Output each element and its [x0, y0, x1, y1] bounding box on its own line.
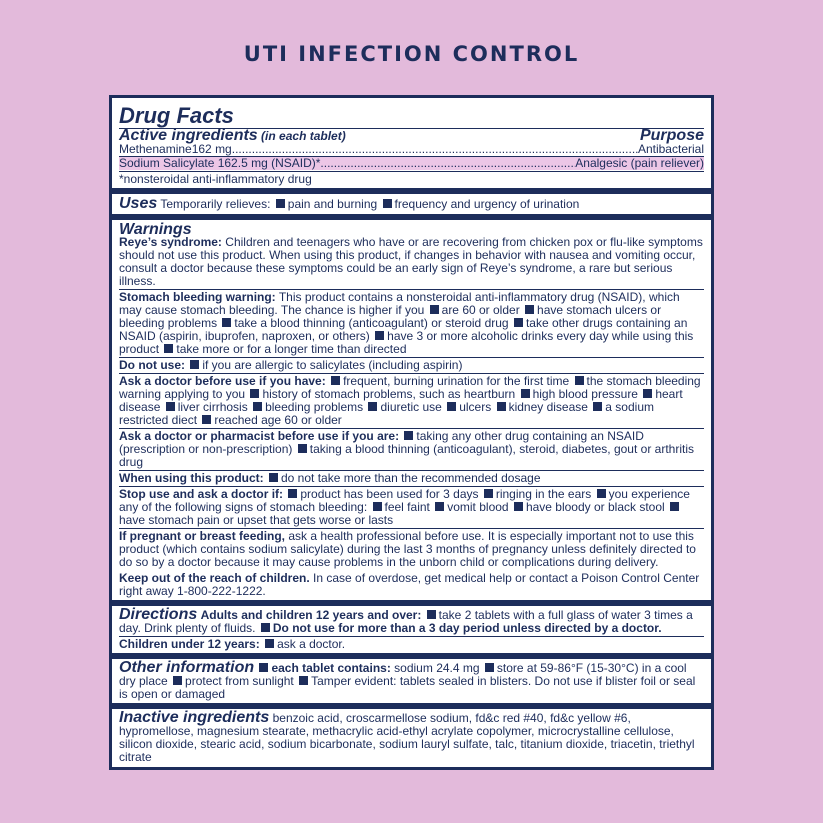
children-directions: Children under 12 years: ask a doctor.: [119, 636, 704, 651]
keep-out-warning: Keep out of the reach of children. In case of overdose, get medical help or contact a Poison Control Center right away 1-800-222-1222.: [119, 571, 700, 598]
pregnancy-warning: If pregnant or breast feeding, ask a health professional before use. It is especially important not to use this product (which contains sodium salicylate) during the last 3 months of pregnancy unless definitely directed to do so by a doctor because it may cause problems in the unborn child or complications during delivery.: [119, 528, 704, 569]
drug-facts-heading: Drug Facts: [119, 103, 234, 128]
warnings-heading: Warnings: [119, 221, 192, 238]
uses-item: frequency and urgency of urination: [394, 197, 580, 211]
uses-intro: Temporarily relieves:: [160, 197, 271, 211]
ingredient-purpose: Analgesic (pain reliever): [575, 156, 704, 170]
ingredient-row: [119, 143, 704, 156]
directions-heading: Directions: [119, 606, 198, 623]
ask-pharmacist: Ask a doctor or pharmacist before use if you are: taking any other drug containing an NSAID (prescription or non-prescription) taking a blood thinning (anticoagulant), steroid, diabetes, gout or arthritis drug: [119, 428, 704, 469]
warnings-section: [112, 220, 711, 600]
drug-facts-panel: [109, 95, 714, 770]
active-ingredients-note: (in each tablet): [261, 129, 346, 143]
when-using: When using this product: do not take more than the recommended dosage: [119, 470, 704, 485]
uses-heading: Uses: [119, 195, 158, 212]
reyes-warning: Reye’s syndrome: Children and teenagers who have or are recovering from chicken pox or flu-like symptoms should not use this product. When using this product, if changes in behavior with nausea and vomiting occur, consult a doctor because these symptoms could be an early sign of Reye’s syndrome, a rare but serious illness.: [119, 235, 703, 288]
ingredient-name: Sodium Salicylate 162.5 mg (NSAID)*: [119, 156, 321, 170]
bleeding-warning: Stomach bleeding warning: This product contains a nonsteroidal anti-inflammatory drug (NSAID), which may cause stomach bleeding. The chance is higher if you are 60 or older have stomach ulcers or bleeding problems take a blood thinning (anticoagulant) or steroid drug take other drugs containing an NSAID (aspirin, ibuprofen, naproxen, or others) have 3 or more alcoholic drinks every day while using this product take more or for a longer time than directed: [119, 289, 704, 356]
uses-section: [112, 194, 711, 214]
uses-item: pain and burning: [287, 197, 378, 211]
ingredient-row: [119, 156, 704, 170]
do-not-use: Do not use: if you are allergic to salicylates (including aspirin): [119, 357, 704, 372]
ingredient-name: Methenamine162 mg: [119, 142, 232, 156]
purpose-heading: Purpose: [639, 127, 704, 144]
inactive-ingredients-section: [112, 709, 711, 766]
drug-facts-header: [112, 98, 711, 188]
ingredients-footnote: *nonsteroidal anti-inflammatory drug: [119, 171, 704, 186]
inactive-ingredients-heading: Inactive ingredients: [119, 709, 270, 726]
other-information-section: Other information each tablet contains: sodium 24.4 mg store at 59-86°F (15-30°C) in a cool dry place protect from sunlight Tamper evident: tablets sealed in blisters. Do not use if blister foil or seal is open or damaged: [119, 659, 696, 701]
ask-doctor: Ask a doctor before use if you have: frequent, burning urination for the first time the stomach bleeding warning applying to you history of stomach problems, such as heartburn high blood pressure heart disease liver cirrhosis bleeding problems diuretic use ulcers kidney disease a sodium restricted diect reached age 60 or older: [119, 373, 704, 427]
bullet-icon: [383, 199, 392, 208]
ingredient-purpose: Antibacterial: [637, 142, 704, 156]
active-ingredients-heading: Active ingredients: [119, 127, 258, 144]
directions-section: Directions Adults and children 12 years and over: take 2 tablets with a full glass of water 3 times a day. Drink plenty of fluids. Do not use for more than a 3 day period unless directed by a doctor. Children under 12 years: ask a doctor.: [112, 606, 711, 653]
inactive-ingredients-text: benzoic acid, croscarmellose sodium, fd&c red #40, fd&c yellow #6, hypromellose, magnesium stearate, methacrylic acid-ethyl acrylate copolymer, microcrystalline cellulose, silicon dioxide, stearic acid, sodium bicarbonate, sodium lauryl sulfate, talc, titanium dioxide, triacetin, triethyl citrate: [119, 711, 695, 764]
page-title: UTI INFECTION CONTROL: [243, 42, 580, 66]
bullet-icon: [276, 199, 285, 208]
stop-use: Stop use and ask a doctor if: product has been used for 3 days ringing in the ears you experience any of the following signs of stomach bleeding: feel faint vomit blood have bloody or black stool have stomach pain or upset that gets worse or lasts: [119, 486, 704, 527]
other-information-heading: Other information: [119, 659, 255, 676]
